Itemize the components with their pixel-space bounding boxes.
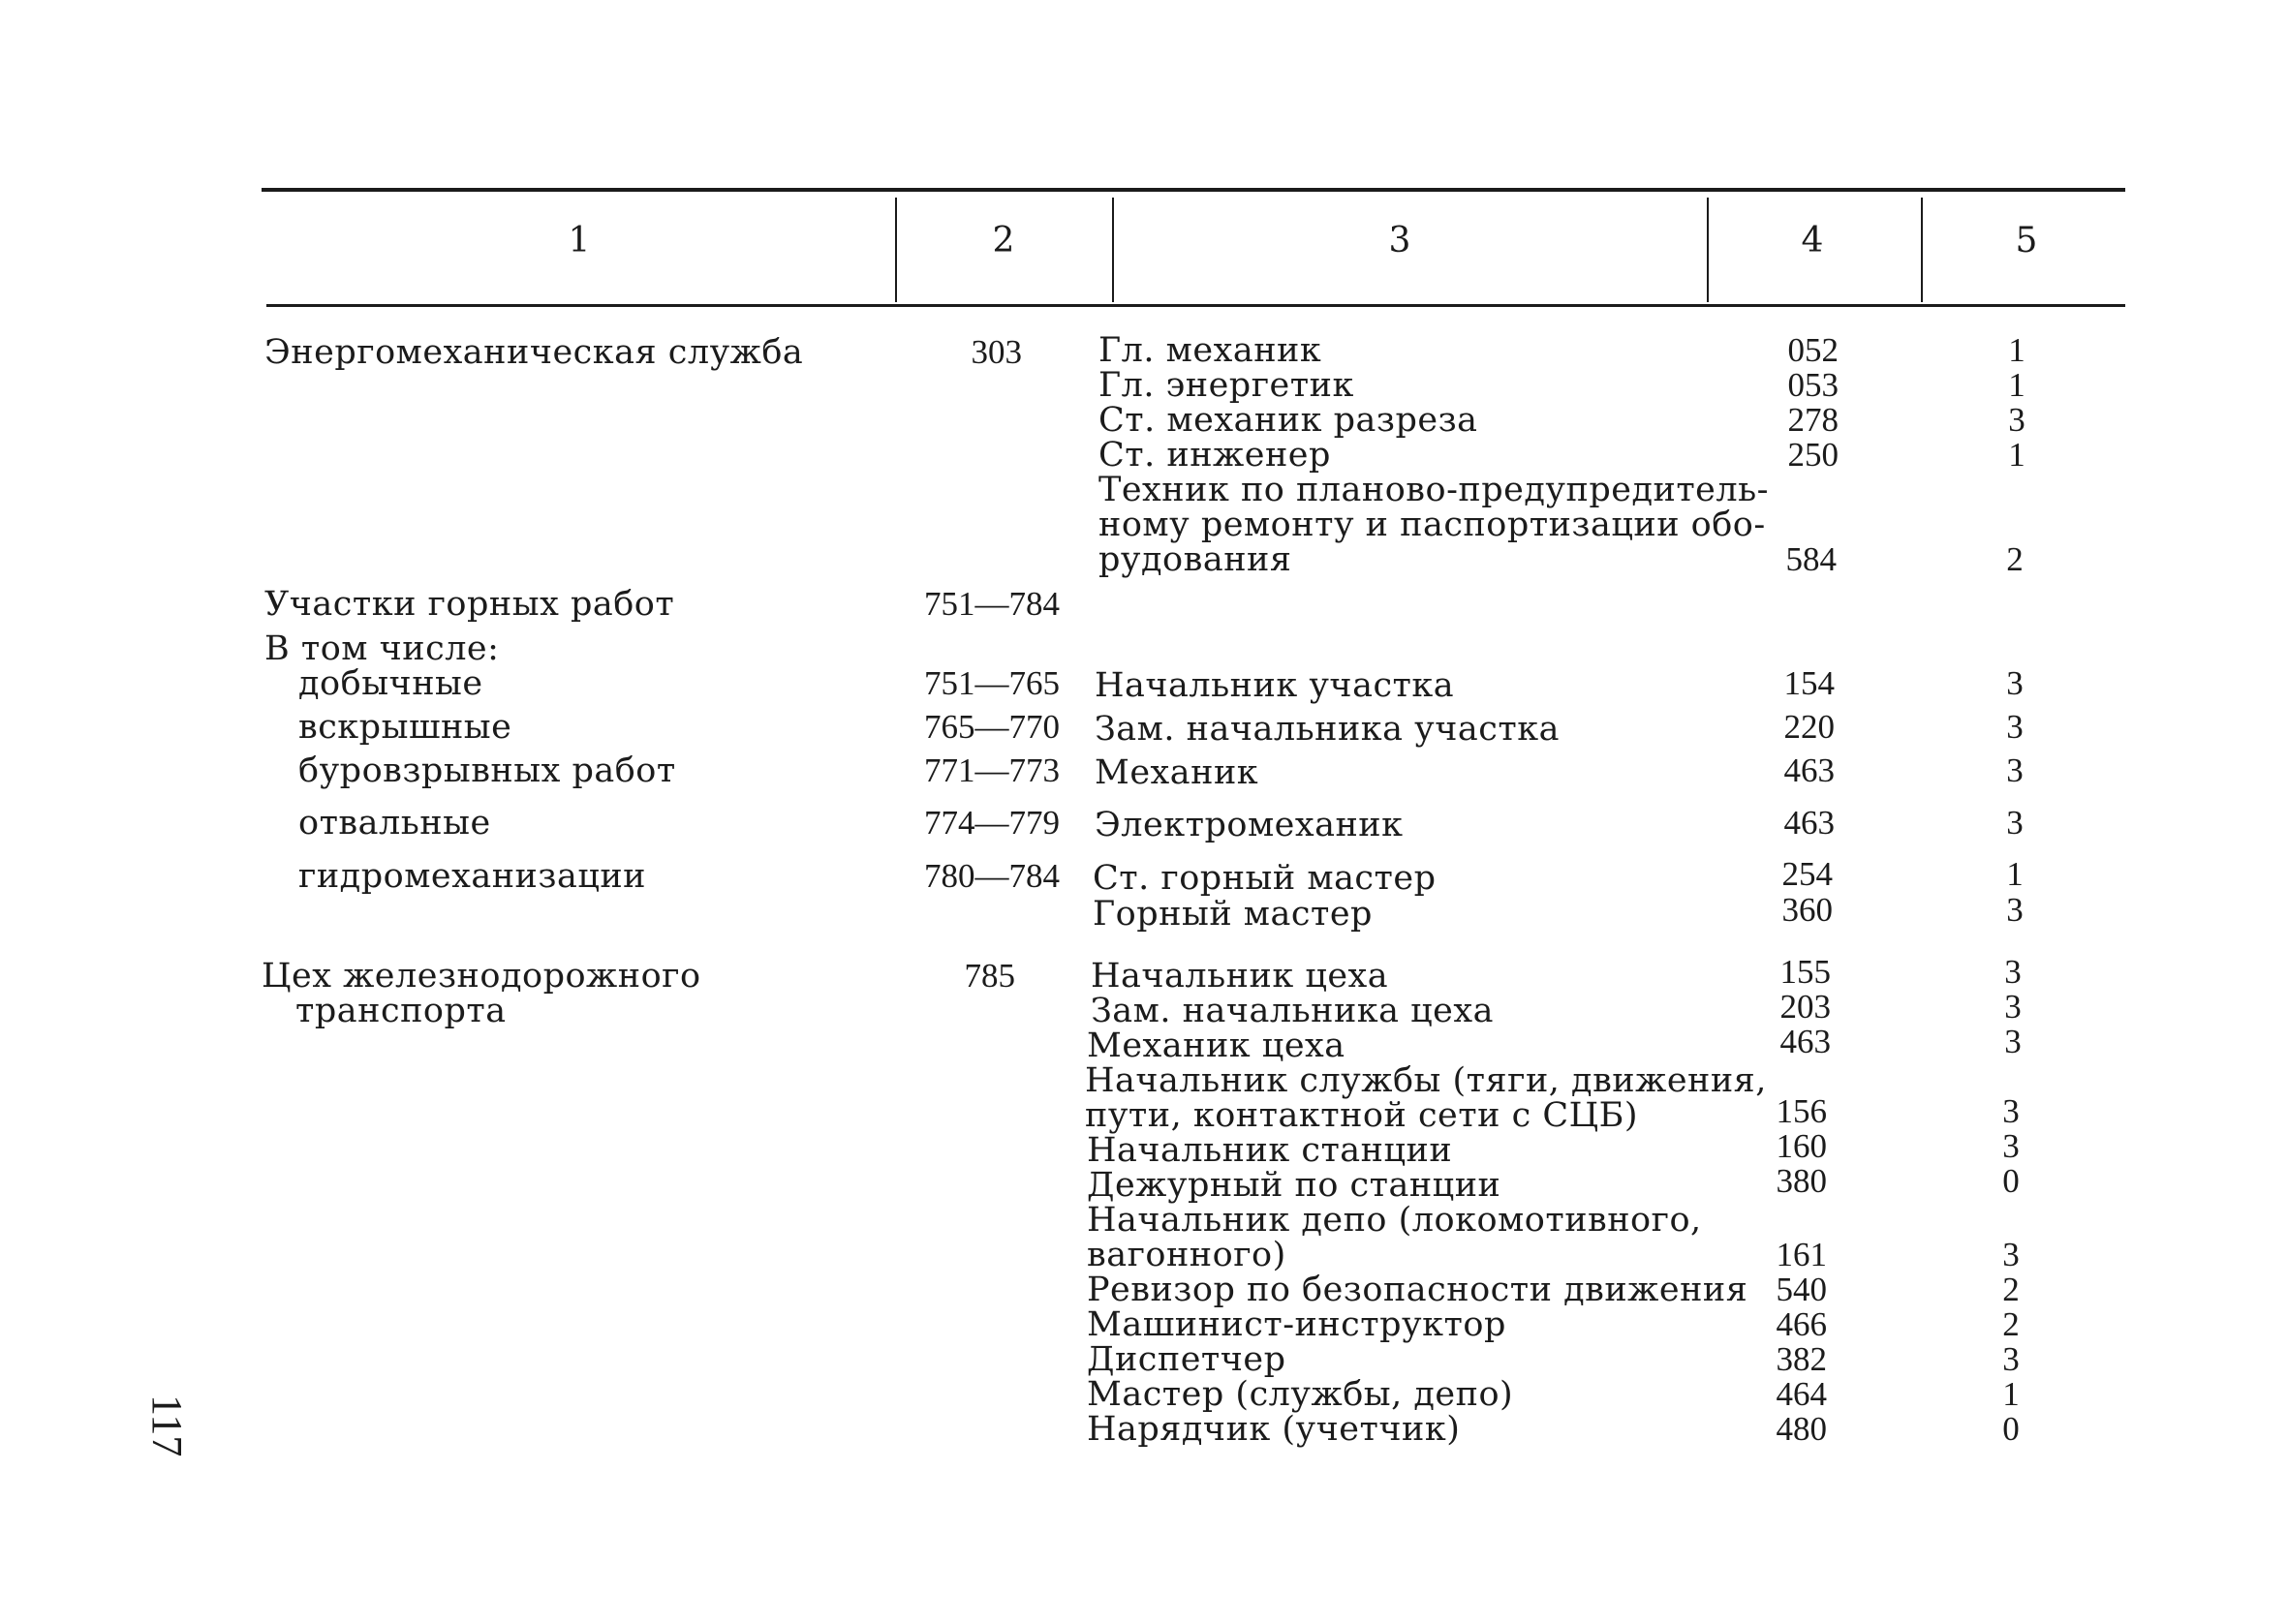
position-value: 3 [2006, 891, 2024, 929]
position-code: 220 [1783, 708, 1835, 746]
column-header-2: 2 [992, 221, 1015, 260]
position-code: 053 [1787, 366, 1839, 404]
position-title: Мастер (службы, депо) [1087, 1375, 1514, 1414]
position-value: 3 [2002, 1092, 2020, 1130]
position-code: 203 [1779, 988, 1831, 1026]
position-title: Ст. горный мастер [1093, 859, 1437, 898]
position-value: 1 [2008, 366, 2025, 404]
position-code: 463 [1783, 804, 1835, 842]
position-title: Ст. инженер [1098, 436, 1331, 475]
position-title: Горный мастер [1093, 895, 1373, 934]
position-code: 278 [1787, 401, 1839, 439]
position-value: 0 [2002, 1162, 2020, 1200]
position-value: 2 [2002, 1271, 2020, 1308]
position-title: Зам. начальника участка [1095, 710, 1560, 749]
position-title: Машинист-инструктор [1087, 1305, 1506, 1344]
position-code: 382 [1776, 1340, 1827, 1378]
position-title-line: Техник по планово-предупредитель- [1098, 471, 1770, 509]
position-value: 3 [2002, 1127, 2020, 1165]
header-divider-4 [1921, 198, 1923, 302]
position-title: Гл. механик [1098, 331, 1322, 370]
position-code: 540 [1776, 1271, 1827, 1308]
subunit-code: 771—773 [924, 751, 1060, 789]
column-header-5: 5 [2015, 221, 2038, 260]
position-value: 3 [2006, 708, 2024, 746]
subunit-code: 765—770 [924, 708, 1060, 746]
unit-code: 303 [971, 333, 1022, 371]
position-title: Нарядчик (учетчик) [1087, 1410, 1461, 1449]
position-title-line: рудования [1098, 540, 1292, 579]
position-code: 463 [1779, 1023, 1831, 1060]
position-value: 0 [2002, 1410, 2020, 1448]
including-label: В том числе: [264, 629, 500, 668]
position-code: 360 [1781, 891, 1833, 929]
position-title: Ст. механик разреза [1098, 401, 1478, 440]
position-title-line: пути, контактной сети с СЦБ) [1085, 1096, 1638, 1135]
position-code: 155 [1779, 953, 1831, 991]
page-number: 117 [143, 1394, 191, 1457]
position-code: 380 [1776, 1162, 1827, 1200]
header-divider-1 [895, 198, 897, 302]
header-divider-3 [1707, 198, 1709, 302]
subunit-name: вскрышные [298, 708, 512, 747]
position-value: 1 [2008, 331, 2025, 369]
position-value: 3 [2006, 664, 2024, 702]
header-bottom-rule [266, 304, 2125, 307]
position-title-line: Начальник депо (локомотивного, [1087, 1201, 1702, 1240]
position-value: 1 [2002, 1375, 2020, 1413]
position-title: Гл. энергетик [1098, 366, 1354, 405]
position-code: 154 [1783, 664, 1835, 702]
position-code: 463 [1783, 751, 1835, 789]
position-title: Начальник участка [1095, 666, 1455, 705]
position-value: 3 [2002, 1340, 2020, 1378]
position-code: 480 [1776, 1410, 1827, 1448]
subunit-code: 780—784 [924, 857, 1060, 895]
position-value: 3 [2006, 751, 2024, 789]
subunit-name: добычные [298, 664, 483, 703]
position-code: 156 [1776, 1092, 1827, 1130]
top-rule [262, 188, 2125, 192]
position-title-line: ному ремонту и паспортизации обо- [1098, 506, 1766, 544]
column-header-1: 1 [568, 221, 591, 260]
position-title: Ревизор по безопасности движения [1087, 1271, 1748, 1309]
position-code: 254 [1781, 855, 1833, 893]
subunit-code: 774—779 [924, 804, 1060, 842]
unit-name: Энергомеханическая служба [264, 333, 804, 372]
position-title: Начальник станции [1087, 1131, 1453, 1170]
unit-name: Участки горных работ [264, 585, 675, 624]
unit-code: 751—784 [924, 585, 1060, 623]
position-value: 2 [2006, 540, 2024, 578]
subunit-name: отвальные [298, 804, 491, 843]
position-value: 3 [2004, 953, 2022, 991]
position-code: 466 [1776, 1305, 1827, 1343]
position-title: Механик цеха [1087, 1026, 1345, 1065]
position-title: Зам. начальника цеха [1091, 992, 1494, 1030]
position-title-line: Начальник службы (тяги, движения, [1085, 1061, 1767, 1100]
position-title: Электромеханик [1095, 806, 1404, 844]
position-code: 052 [1787, 331, 1839, 369]
position-value: 3 [2008, 401, 2025, 439]
position-code: 160 [1776, 1127, 1827, 1165]
position-value: 3 [2004, 988, 2022, 1026]
position-title: Дежурный по станции [1087, 1166, 1501, 1205]
position-value: 1 [2008, 436, 2025, 474]
position-value: 2 [2002, 1305, 2020, 1343]
header-divider-2 [1112, 198, 1114, 302]
subunit-name: буровзрывных работ [298, 751, 676, 790]
position-title: Механик [1095, 753, 1259, 792]
position-code: 464 [1776, 1375, 1827, 1413]
position-code: 161 [1776, 1236, 1827, 1273]
position-code: 250 [1787, 436, 1839, 474]
unit-name-line: транспорта [295, 992, 507, 1030]
subunit-code: 751—765 [924, 664, 1060, 702]
column-header-4: 4 [1801, 221, 1824, 260]
unit-code: 785 [964, 957, 1015, 995]
position-value: 3 [2006, 804, 2024, 842]
position-title: Начальник цеха [1091, 957, 1389, 996]
position-value: 3 [2002, 1236, 2020, 1273]
position-title-line: вагонного) [1087, 1236, 1286, 1274]
position-value: 1 [2006, 855, 2024, 893]
subunit-name: гидромеханизации [298, 857, 647, 896]
column-header-3: 3 [1388, 221, 1411, 260]
position-value: 3 [2004, 1023, 2022, 1060]
position-title: Диспетчер [1087, 1340, 1286, 1379]
unit-name-line: Цех железнодорожного [262, 957, 701, 996]
position-code: 584 [1785, 540, 1837, 578]
